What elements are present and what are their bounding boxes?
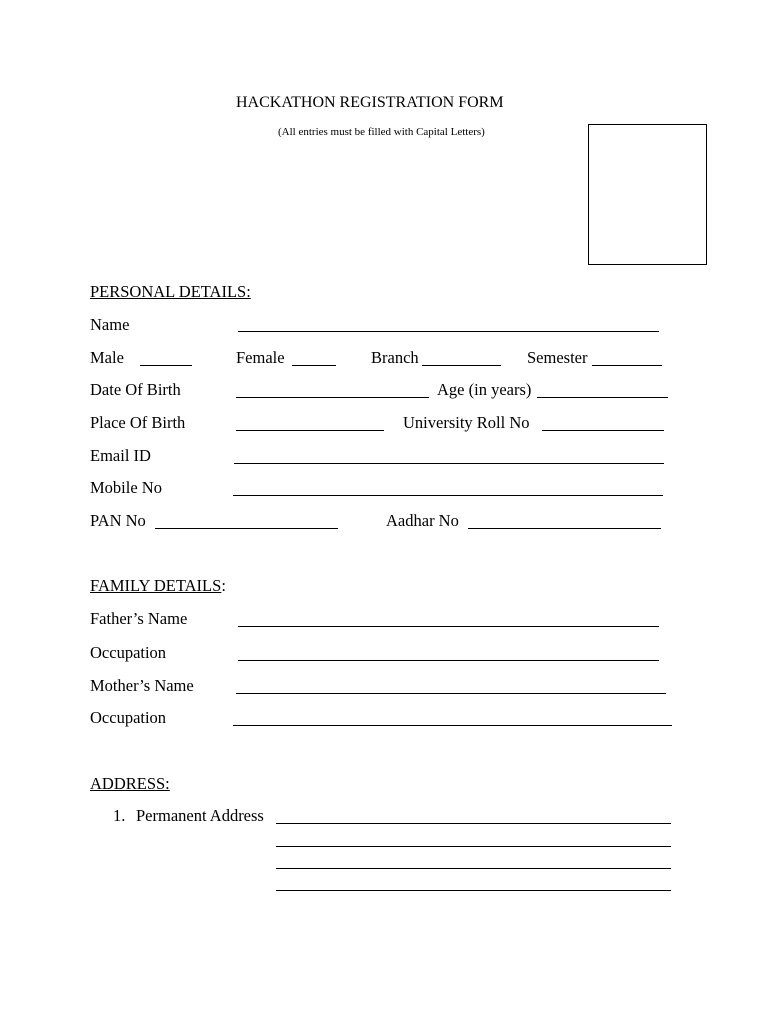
photo-box[interactable] [588, 124, 707, 265]
aadhar-field[interactable] [468, 508, 661, 529]
father-name-label: Father’s Name [90, 609, 188, 628]
name-label: Name [90, 315, 130, 334]
female-field[interactable] [292, 345, 336, 366]
permanent-address-line-1[interactable] [276, 803, 671, 824]
male-label: Male [90, 348, 124, 367]
roll-field[interactable] [542, 410, 664, 431]
address-heading: ADDRESS: [90, 774, 170, 793]
male-field[interactable] [140, 345, 192, 366]
semester-label: Semester [527, 348, 588, 367]
branch-label: Branch [371, 348, 419, 367]
permanent-address-line-4[interactable] [276, 870, 671, 891]
branch-field[interactable] [422, 345, 501, 366]
mobile-label: Mobile No [90, 478, 162, 497]
mobile-field[interactable] [233, 475, 663, 496]
pan-label: PAN No [90, 511, 146, 530]
pob-field[interactable] [236, 410, 384, 431]
mother-name-field[interactable] [236, 673, 666, 694]
roll-label: University Roll No [403, 413, 530, 432]
father-occupation-label: Occupation [90, 643, 167, 662]
family-heading-text: FAMILY DETAILS [90, 576, 222, 595]
age-field[interactable] [537, 377, 668, 398]
aadhar-label: Aadhar No [386, 511, 459, 530]
form-title: HACKATHON REGISTRATION FORM [236, 94, 504, 111]
permanent-address-label: Permanent Address [136, 806, 264, 825]
permanent-address-line-2[interactable] [276, 826, 671, 847]
dob-field[interactable] [236, 377, 429, 398]
age-label: Age (in years) [437, 380, 532, 399]
pob-label: Place Of Birth [90, 413, 186, 432]
dob-label: Date Of Birth [90, 380, 181, 399]
family-details-heading [90, 576, 226, 596]
father-name-field[interactable] [238, 606, 659, 627]
permanent-address-line-3[interactable] [276, 848, 671, 869]
father-occupation-field[interactable] [238, 640, 659, 661]
name-field[interactable] [238, 311, 659, 332]
female-label: Female [236, 348, 285, 367]
mother-name-label: Mother’s Name [90, 676, 194, 695]
semester-field[interactable] [592, 345, 662, 366]
email-field[interactable] [234, 443, 664, 464]
family-heading-colon: : [221, 576, 226, 595]
form-subtitle: (All entries must be filled with Capital Letters) [278, 126, 485, 138]
pan-field[interactable] [155, 508, 338, 529]
address-item-number: 1. [113, 806, 126, 825]
mother-occupation-field[interactable] [233, 705, 672, 726]
personal-details-heading: PERSONAL DETAILS: [90, 282, 251, 301]
mother-occupation-label: Occupation [90, 708, 167, 727]
email-label: Email ID [90, 446, 151, 465]
